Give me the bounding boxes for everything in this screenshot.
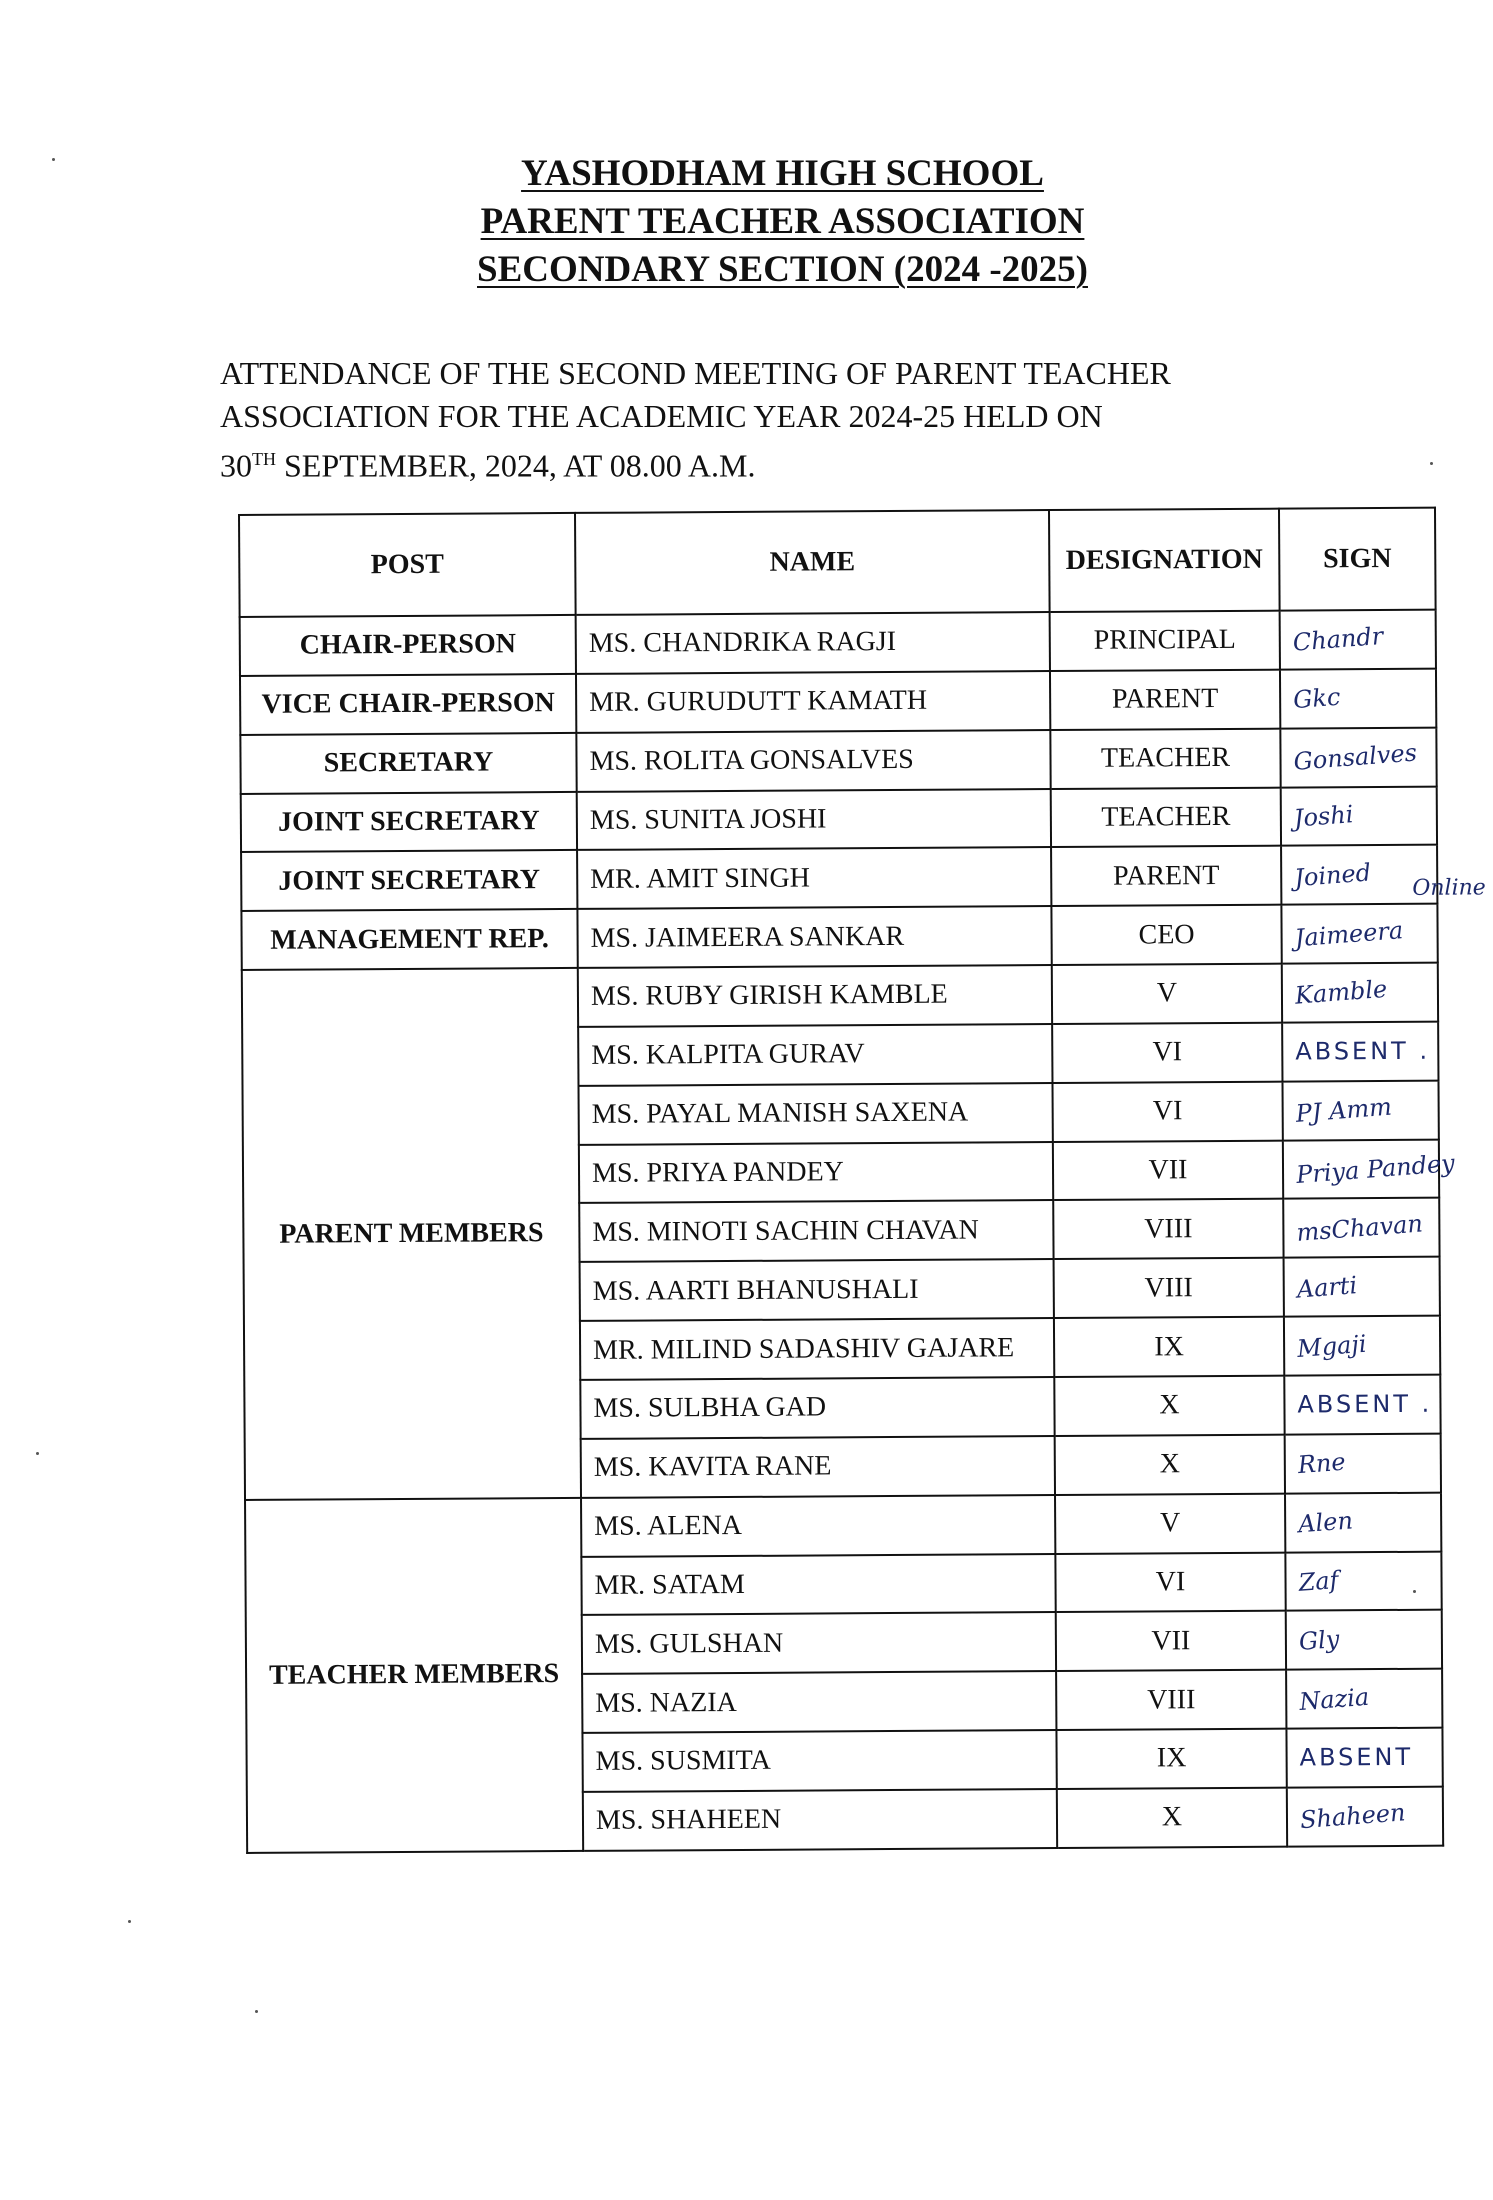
- signature: Mgaji: [1296, 1329, 1368, 1363]
- signature-cell: [1284, 1257, 1440, 1317]
- scan-speck: [1430, 462, 1433, 465]
- scan-speck: [36, 1452, 39, 1455]
- column-header-post: POST: [239, 513, 576, 617]
- group-cell-parent-members: PARENT MEMBERS: [242, 968, 581, 1500]
- name-cell: MS. PRIYA PANDEY: [579, 1142, 1053, 1204]
- designation-cell: V: [1052, 964, 1282, 1024]
- group-cell-teacher-members: TEACHER MEMBERS: [245, 1498, 583, 1853]
- scan-speck: [1413, 1590, 1416, 1593]
- signature-cell: [1287, 1787, 1443, 1847]
- designation-cell: VI: [1055, 1552, 1285, 1612]
- designation-cell: CEO: [1051, 905, 1281, 965]
- signature: Alen: [1297, 1506, 1354, 1539]
- signature: Kamble: [1294, 975, 1389, 1011]
- post-cell: MANAGEMENT REP.: [241, 909, 577, 970]
- post-cell: SECRETARY: [240, 733, 576, 794]
- name-cell: MR. GURUDUTT KAMATH: [576, 671, 1050, 733]
- signature-cell: [1284, 1375, 1440, 1435]
- name-cell: MS. CHANDRIKA RAGJI: [576, 612, 1050, 674]
- scan-speck: [255, 2010, 258, 2013]
- column-header-designation: DESIGNATION: [1049, 509, 1280, 612]
- signature: Nazia: [1298, 1682, 1371, 1716]
- intro-line-2: ASSOCIATION FOR THE ACADEMIC YEAR 2024-25 HELD ON: [220, 398, 1103, 434]
- intro-paragraph: [220, 352, 1300, 488]
- meeting-day: 30: [220, 447, 252, 484]
- signature-cell: [1282, 963, 1438, 1023]
- signature: Rne: [1296, 1447, 1347, 1480]
- signature: Jaimeera: [1293, 915, 1405, 952]
- signature-cell: [1285, 1551, 1441, 1611]
- meeting-date-time: SEPTEMBER, 2024, AT 08.00 A.M.: [276, 447, 756, 484]
- post-cell: JOINT SECRETARY: [241, 850, 577, 911]
- signature-cell: [1280, 610, 1436, 670]
- designation-cell: TEACHER: [1051, 787, 1281, 847]
- table-row: [240, 610, 1436, 676]
- name-cell: MS. SULBHA GAD: [580, 1377, 1054, 1439]
- signature-cell: [1282, 1080, 1438, 1140]
- signature: Chandr: [1291, 622, 1385, 658]
- name-cell: MS. ROLITA GONSALVES: [576, 730, 1050, 792]
- absent-mark: ABSENT: [1299, 1743, 1414, 1772]
- name-cell: MS. SHAHEEN: [583, 1789, 1057, 1851]
- designation-cell: X: [1055, 1434, 1285, 1494]
- signature-cell: [1286, 1669, 1442, 1729]
- designation-cell: VIII: [1053, 1199, 1283, 1259]
- designation-cell: VI: [1052, 1023, 1282, 1083]
- table-row: [241, 904, 1437, 970]
- online-note: Online: [1412, 875, 1486, 902]
- designation-cell: PARENT: [1051, 846, 1281, 906]
- name-cell: MS. ALENA: [581, 1495, 1055, 1557]
- signature: Joshi: [1292, 800, 1355, 833]
- name-cell: MS. PAYAL MANISH SAXENA: [578, 1083, 1052, 1145]
- post-cell: JOINT SECRETARY: [241, 791, 577, 852]
- designation-cell: VII: [1053, 1140, 1283, 1200]
- name-cell: MS. AARTI BHANUSHALI: [580, 1259, 1054, 1321]
- name-cell: MR. AMIT SINGH: [577, 847, 1051, 909]
- scan-speck: [52, 158, 55, 161]
- document-header: [0, 150, 1493, 294]
- signature: msChavan: [1295, 1209, 1424, 1247]
- association-name: PARENT TEACHER ASSOCIATION: [480, 201, 1085, 242]
- signature-cell: [1280, 669, 1436, 729]
- signature: Priya Pandey: [1295, 1149, 1456, 1190]
- table-row: [245, 1492, 1441, 1558]
- name-cell: MS. NAZIA: [582, 1671, 1056, 1733]
- designation-cell: PARENT: [1050, 669, 1280, 729]
- designation-cell: IX: [1056, 1729, 1286, 1789]
- signature-cell: [1286, 1728, 1442, 1788]
- attendance-table: [238, 507, 1486, 1854]
- designation-cell: TEACHER: [1050, 728, 1280, 788]
- name-cell: MS. KALPITA GURAV: [578, 1024, 1052, 1086]
- designation-cell: X: [1054, 1376, 1284, 1436]
- name-cell: MR. MILIND SADASHIV GAJARE: [580, 1318, 1054, 1380]
- signature: Aarti: [1295, 1270, 1359, 1304]
- designation-cell: IX: [1054, 1317, 1284, 1377]
- column-header-name: NAME: [575, 510, 1050, 615]
- designation-cell: VIII: [1056, 1670, 1286, 1730]
- name-cell: MS. RUBY GIRISH KAMBLE: [578, 965, 1052, 1027]
- table-row: [240, 727, 1436, 793]
- signature: Joined: [1293, 858, 1372, 892]
- designation-cell: PRINCIPAL: [1050, 611, 1280, 671]
- intro-line-1: ATTENDANCE OF THE SECOND MEETING OF PARENT TEACHER: [220, 355, 1171, 391]
- absent-mark: ABSENT .: [1297, 1390, 1433, 1419]
- intro-line-3: [220, 438, 1300, 488]
- name-cell: MS. GULSHAN: [582, 1612, 1056, 1674]
- signature-cell: [1286, 1610, 1442, 1670]
- signature-cell: [1282, 1022, 1438, 1082]
- name-cell: MS. SUSMITA: [582, 1730, 1056, 1792]
- signature-cell: [1281, 786, 1437, 846]
- table-row: [241, 786, 1437, 852]
- table-header-row: [239, 508, 1436, 617]
- signature: PJ Amm: [1294, 1092, 1393, 1129]
- signature-cell: [1283, 1198, 1439, 1258]
- school-name: YASHODHAM HIGH SCHOOL: [521, 153, 1044, 194]
- table-row: [240, 669, 1436, 735]
- designation-cell: V: [1055, 1493, 1285, 1553]
- signature-cell: [1285, 1433, 1441, 1493]
- signature-cell: [1285, 1492, 1441, 1552]
- scan-speck: [128, 1920, 131, 1923]
- signature-cell: [1283, 1139, 1456, 1199]
- signature-cell: [1281, 904, 1437, 964]
- meeting-day-suffix: TH: [252, 449, 276, 469]
- table-row: [242, 963, 1438, 1029]
- name-cell: MS. MINOTI SACHIN CHAVAN: [579, 1200, 1053, 1262]
- column-header-sign: SIGN: [1279, 508, 1436, 611]
- table-row: [241, 845, 1437, 911]
- signature-cell: [1284, 1316, 1440, 1376]
- designation-cell: VIII: [1054, 1258, 1284, 1318]
- section-title: SECONDARY SECTION (2024 -2025): [477, 249, 1088, 290]
- designation-cell: VI: [1052, 1081, 1282, 1141]
- name-cell: MS. JAIMEERA SANKAR: [577, 906, 1051, 968]
- signature: Gkc: [1292, 682, 1342, 715]
- absent-mark: ABSENT .: [1295, 1037, 1431, 1066]
- designation-cell: VII: [1056, 1611, 1286, 1671]
- signature: Shaheen: [1299, 1798, 1407, 1835]
- post-cell: CHAIR-PERSON: [240, 615, 576, 676]
- signature: Zaf: [1297, 1565, 1340, 1597]
- designation-cell: X: [1057, 1787, 1287, 1848]
- signature-cell: [1280, 727, 1436, 787]
- signature: Gly: [1297, 1624, 1341, 1656]
- signature: Gonsalves: [1292, 738, 1418, 776]
- name-cell: MS. KAVITA RANE: [581, 1436, 1055, 1498]
- signature-cell: [1281, 845, 1486, 905]
- post-cell: VICE CHAIR-PERSON: [240, 674, 576, 735]
- name-cell: MS. SUNITA JOSHI: [577, 789, 1051, 851]
- name-cell: MR. SATAM: [581, 1554, 1055, 1616]
